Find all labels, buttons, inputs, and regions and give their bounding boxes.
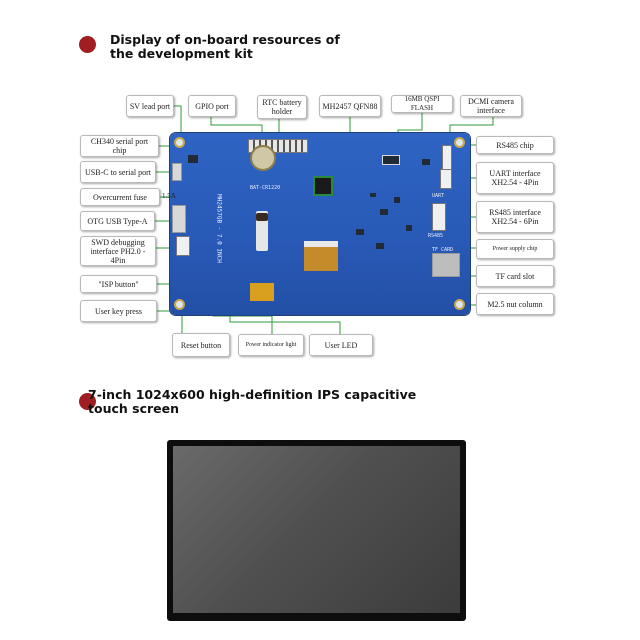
mount-hole — [174, 137, 185, 148]
label-power-indicator: Power indicator light — [238, 334, 304, 356]
label-ch340: CH340 serial port chip — [80, 135, 159, 157]
label-uart: UART interface XH2.54 - 4Pin — [476, 162, 554, 194]
label-reset-button: Reset button — [172, 333, 230, 357]
touch-screen-display — [167, 440, 466, 621]
power-chip-gold — [250, 283, 274, 301]
board-model-silk: MH2457QB - 7.0 INCH — [215, 194, 223, 263]
tf-silk: TF CARD — [432, 247, 454, 253]
rtc-battery — [250, 145, 276, 171]
mount-hole — [454, 137, 465, 148]
battery-silk: BAT-CR1220 — [250, 185, 281, 191]
smd-component — [394, 197, 400, 203]
usb-c-port — [172, 163, 182, 181]
mount-hole — [454, 299, 465, 310]
usb-a-port — [172, 205, 186, 233]
rs485-header — [432, 203, 446, 231]
label-rtc-battery-holder: RTC battery holder — [257, 95, 307, 119]
swd-header — [176, 236, 190, 256]
screen-glass — [173, 446, 460, 613]
label-rs485-chip: RS485 chip — [476, 136, 554, 154]
label-sv-lead-port: SV lead port — [126, 95, 174, 117]
smd-component — [356, 229, 364, 235]
section-title-screen: 7-inch 1024x600 high-definition IPS capacitive touch screen — [88, 387, 417, 416]
label-m25-nut: M2.5 nut column — [476, 293, 554, 315]
section-title-resources: Display of on-board resources of the development kit — [110, 32, 340, 61]
label-power-supply-chip: Power supply chip — [476, 239, 554, 259]
smd-component — [380, 209, 388, 215]
label-isp-button: "ISP button" — [80, 275, 157, 293]
label-mh2457-qfn88: MH2457 QFN88 — [319, 95, 381, 117]
ch340-chip — [188, 155, 198, 163]
fpc-connector — [304, 241, 338, 271]
smd-component — [370, 193, 376, 197]
smd-component — [376, 243, 384, 249]
development-board — [170, 133, 470, 315]
label-usbc-serial: USB-C to serial port — [80, 161, 156, 183]
battery-holder-cap — [256, 213, 268, 221]
label-overcurrent-fuse: Overcurrent fuse — [80, 188, 160, 206]
label-swd: SWD debugging interface PH2.0 - 4Pin — [80, 236, 156, 266]
uart-silk: UART — [432, 193, 445, 199]
label-otg-usb: OTG USB Type-A — [80, 211, 155, 231]
mount-hole — [174, 299, 185, 310]
label-dcmi-camera: DCMI camera interface — [460, 95, 522, 117]
tf-card-slot — [432, 253, 460, 277]
smd-component — [406, 225, 412, 231]
flash-chip — [382, 155, 400, 165]
uart-header — [440, 169, 452, 189]
label-tf-card: TF card slot — [476, 265, 554, 287]
mh2457-chip — [313, 176, 333, 196]
label-rs485-interface: RS485 interface XH2.54 - 6Pin — [476, 201, 554, 233]
label-qspi-flash: 16MB QSPI FLASH — [391, 95, 453, 113]
label-fuse-rating: 1.5A — [162, 192, 176, 200]
rs485-chip — [422, 159, 430, 165]
label-user-key: User key press — [80, 300, 157, 322]
rs485-silk: RS485 — [428, 233, 444, 239]
label-user-led: User LED — [309, 334, 373, 356]
label-gpio-port: GPIO port — [188, 95, 236, 117]
